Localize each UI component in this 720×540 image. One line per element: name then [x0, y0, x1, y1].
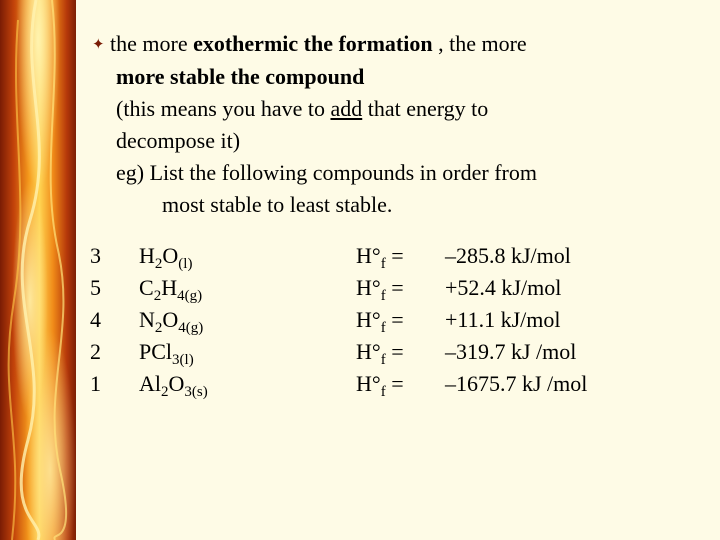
enthalpy-symbol: H°: [356, 371, 381, 396]
formula-element: PCl: [139, 339, 173, 364]
text-most-stable: most stable to least stable.: [162, 192, 393, 217]
compound-formula: [139, 272, 202, 304]
compound-formula: [139, 368, 208, 400]
enthalpy-subscript: f: [380, 320, 386, 336]
formula-element: N: [139, 307, 155, 332]
text-energy-to: that energy to: [362, 96, 489, 121]
formula-element: H: [161, 275, 178, 300]
enthalpy-equals: =: [385, 243, 404, 268]
formula-subscript: 3(s): [184, 384, 208, 400]
four-pointed-star-icon: ✦: [92, 37, 105, 53]
enthalpy-symbol: H°: [356, 243, 381, 268]
compound-formula: [139, 336, 194, 368]
formula-subscript: 2: [153, 288, 162, 304]
enthalpy-subscript: f: [380, 288, 386, 304]
text-the-more: the more: [110, 31, 194, 56]
enthalpy-label: [356, 336, 404, 368]
formula-element: O: [162, 307, 179, 332]
formula-element: O: [162, 243, 179, 268]
formula-subscript: 2: [161, 384, 169, 400]
enthalpy-symbol: H°: [356, 339, 381, 364]
compound-formula: [139, 240, 192, 272]
text-add: add: [330, 96, 363, 121]
formula-subscript: 2: [154, 320, 163, 336]
enthalpy-value: –285.8 kJ/mol: [445, 243, 571, 268]
enthalpy-symbol: H°: [356, 275, 381, 300]
enthalpy-subscript: f: [380, 352, 386, 368]
enthalpy-equals: =: [385, 275, 404, 300]
formula-element: Al: [139, 371, 161, 396]
enthalpy-equals: =: [385, 339, 404, 364]
enthalpy-label: [356, 272, 404, 304]
enthalpy-label: [356, 240, 404, 272]
enthalpy-value: +11.1 kJ/mol: [445, 307, 561, 332]
text-decompose: decompose it): [116, 128, 241, 153]
enthalpy-label: [356, 368, 404, 400]
formula-element: C: [139, 275, 154, 300]
enthalpy-value: –1675.7 kJ /mol: [445, 371, 588, 396]
bullet-block: [92, 28, 692, 221]
enthalpy-symbol: H°: [356, 307, 381, 332]
bullet-line-1: [92, 28, 692, 61]
enthalpy-subscript: f: [380, 256, 386, 272]
rank-number: 1: [90, 371, 101, 396]
formula-subscript: 2: [154, 256, 163, 272]
enthalpy-value: +52.4 kJ/mol: [445, 275, 562, 300]
enthalpy-equals: =: [385, 371, 404, 396]
flame-decoration: [0, 0, 76, 540]
bullet-line-3: [92, 93, 692, 125]
text-more-stable: more stable the compound: [116, 64, 365, 89]
enthalpy-subscript: f: [380, 384, 386, 400]
text-example: eg) List the following compounds in order from: [116, 160, 537, 185]
formula-element: H: [139, 243, 155, 268]
enthalpy-label: [356, 304, 404, 336]
enthalpy-value: –319.7 kJ /mol: [445, 339, 577, 364]
formula-subscript: 4(g): [178, 320, 204, 336]
text-exothermic: exothermic the formation: [193, 31, 433, 56]
compound-formula: [139, 304, 203, 336]
text-the-more-tail: , the more: [432, 31, 527, 56]
rank-number: 3: [90, 243, 101, 268]
formula-subscript: (l): [178, 256, 193, 272]
flame-streaks: [0, 0, 76, 540]
rank-number: 5: [90, 275, 101, 300]
enthalpy-equals: =: [385, 307, 404, 332]
formula-element: O: [168, 371, 185, 396]
rank-number: 2: [90, 339, 101, 364]
text-this-means: (this means you have to: [116, 96, 331, 121]
rank-number: 4: [90, 307, 101, 332]
formula-subscript: 3(l): [172, 352, 194, 368]
formula-subscript: 4(g): [177, 288, 203, 304]
